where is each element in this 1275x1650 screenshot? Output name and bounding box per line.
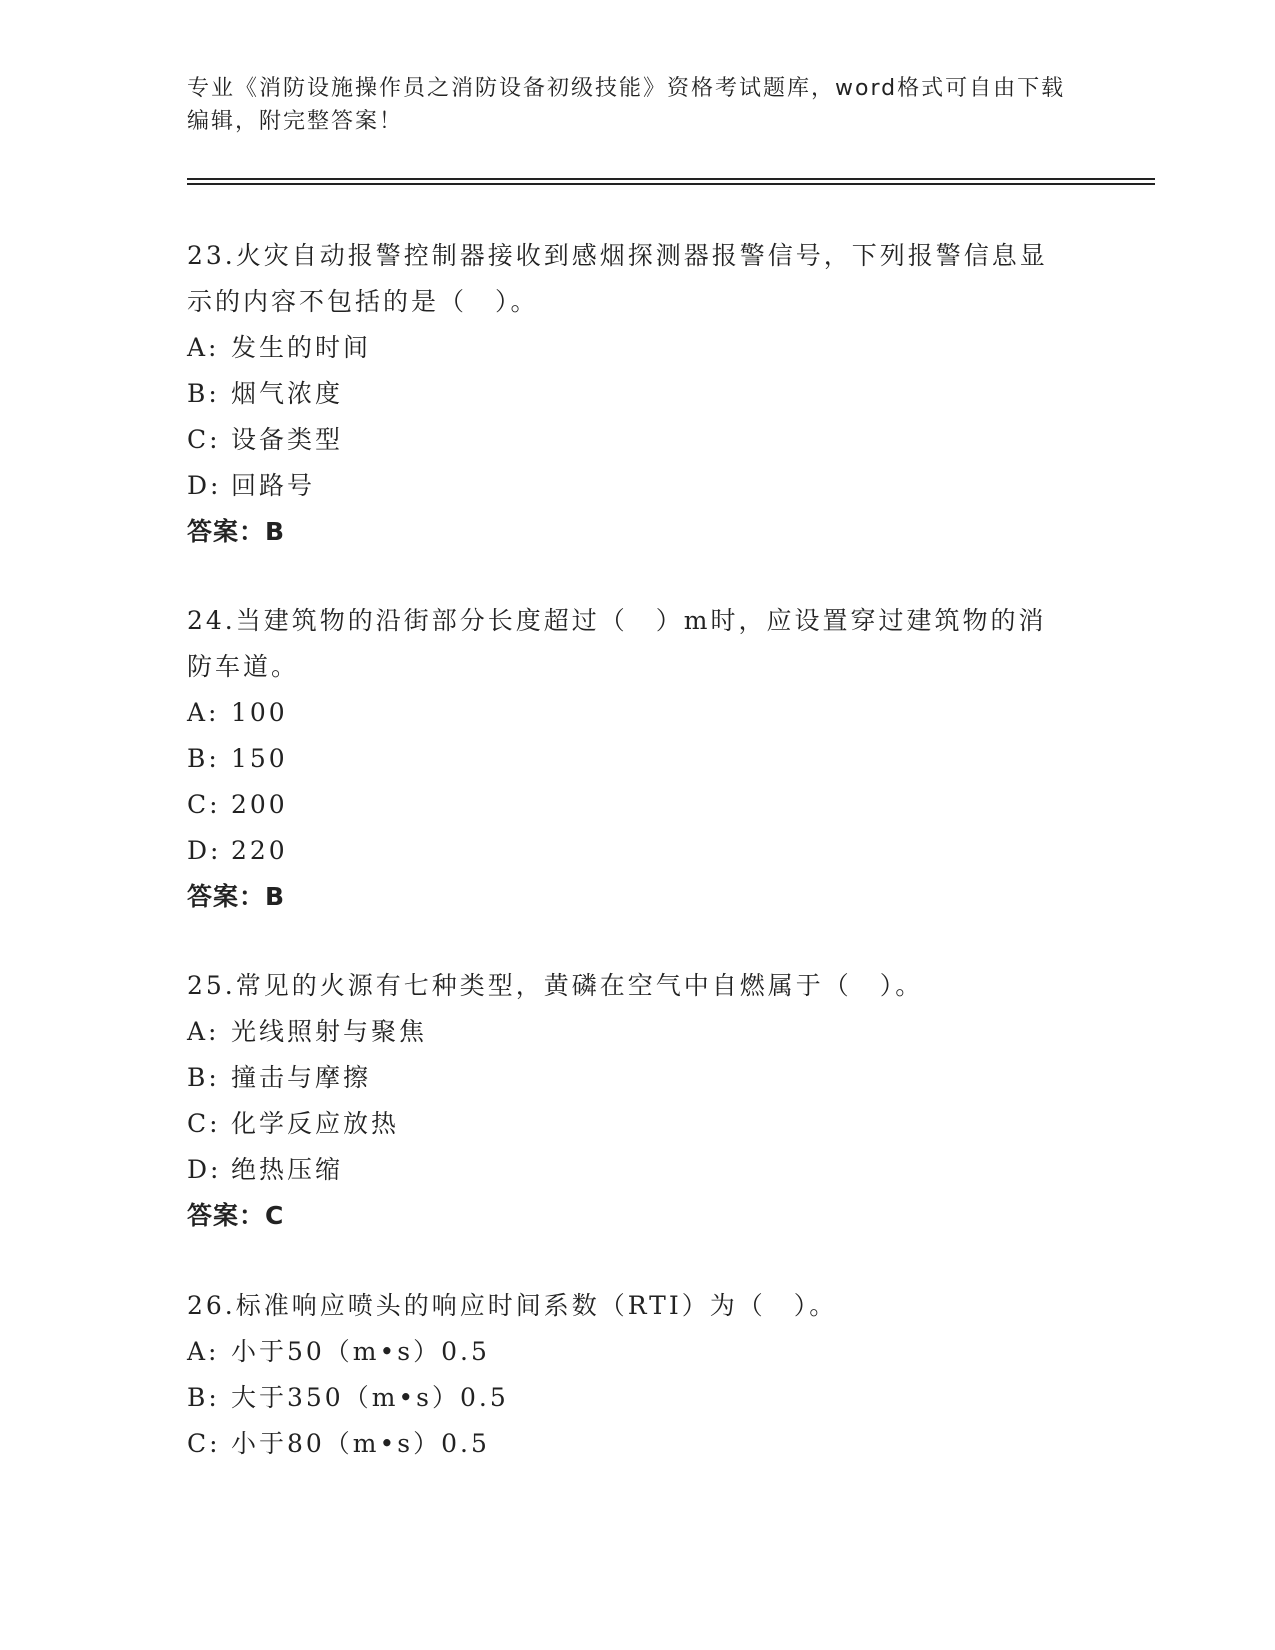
question-stem: 25.常见的火源有七种类型，黄磷在空气中自燃属于（ ）。 xyxy=(187,971,924,1000)
option-letter: C: xyxy=(187,425,221,454)
option-letter: D: xyxy=(187,471,222,500)
option-b xyxy=(187,1055,1087,1101)
option-text: 绝热压缩 xyxy=(231,1155,344,1184)
option-b xyxy=(187,1375,1087,1421)
option-text: 设备类型 xyxy=(231,425,344,454)
option-letter: B: xyxy=(187,1383,220,1412)
header-divider-top xyxy=(187,178,1155,180)
question-24 xyxy=(187,598,1087,920)
question-25 xyxy=(187,963,1087,1239)
header-divider-bottom xyxy=(187,183,1155,185)
option-a xyxy=(187,1329,1087,1375)
option-text: 小于80（m•s）0.5 xyxy=(231,1429,490,1458)
answer-line: 答案：B xyxy=(187,882,286,911)
option-d xyxy=(187,828,1087,874)
option-letter: A: xyxy=(187,333,220,362)
option-text: 烟气浓度 xyxy=(231,379,344,408)
answer-line: 答案：B xyxy=(187,517,286,546)
option-text: 200 xyxy=(231,790,288,819)
option-text: 光线照射与聚焦 xyxy=(231,1017,428,1046)
option-text: 150 xyxy=(231,744,288,773)
option-letter: C: xyxy=(187,790,221,819)
option-letter: C: xyxy=(187,1429,221,1458)
option-a xyxy=(187,690,1087,736)
option-a xyxy=(187,1009,1087,1055)
option-c xyxy=(187,782,1087,828)
option-c xyxy=(187,1421,1087,1467)
option-a xyxy=(187,325,1087,371)
option-letter: A: xyxy=(187,1017,220,1046)
option-text: 100 xyxy=(231,698,288,727)
option-d xyxy=(187,1147,1087,1193)
question-23 xyxy=(187,233,1087,555)
question-stem: 23.火灾自动报警控制器接收到感烟探测器报警信号，下列报警信息显示的内容不包括的是（ ）。 xyxy=(187,241,1048,316)
option-letter: C: xyxy=(187,1109,221,1138)
document-header: 专业《消防设施操作员之消防设备初级技能》资格考试题库，word格式可自由下载编辑，附完整答案！ xyxy=(187,76,1066,134)
option-b xyxy=(187,371,1087,417)
option-text: 220 xyxy=(231,836,288,865)
option-letter: B: xyxy=(187,379,220,408)
option-c xyxy=(187,417,1087,463)
option-letter: A: xyxy=(187,698,220,727)
option-text: 小于50（m•s）0.5 xyxy=(231,1337,490,1366)
question-stem: 26.标准响应喷头的响应时间系数（RTI）为（ ）。 xyxy=(187,1291,838,1320)
question-stem: 24.当建筑物的沿街部分长度超过（ ）m时，应设置穿过建筑物的消防车道。 xyxy=(187,606,1047,681)
question-26 xyxy=(187,1283,1087,1467)
option-letter: D: xyxy=(187,836,222,865)
option-d xyxy=(187,463,1087,509)
option-letter: B: xyxy=(187,1063,220,1092)
option-letter: B: xyxy=(187,744,220,773)
option-c xyxy=(187,1101,1087,1147)
option-text: 化学反应放热 xyxy=(231,1109,400,1138)
option-text: 大于350（m•s）0.5 xyxy=(231,1383,509,1412)
option-text: 撞击与摩擦 xyxy=(231,1063,372,1092)
option-letter: D: xyxy=(187,1155,222,1184)
option-text: 回路号 xyxy=(231,471,316,500)
option-text: 发生的时间 xyxy=(231,333,372,362)
option-b xyxy=(187,736,1087,782)
answer-line: 答案：C xyxy=(187,1201,285,1230)
option-letter: A: xyxy=(187,1337,220,1366)
